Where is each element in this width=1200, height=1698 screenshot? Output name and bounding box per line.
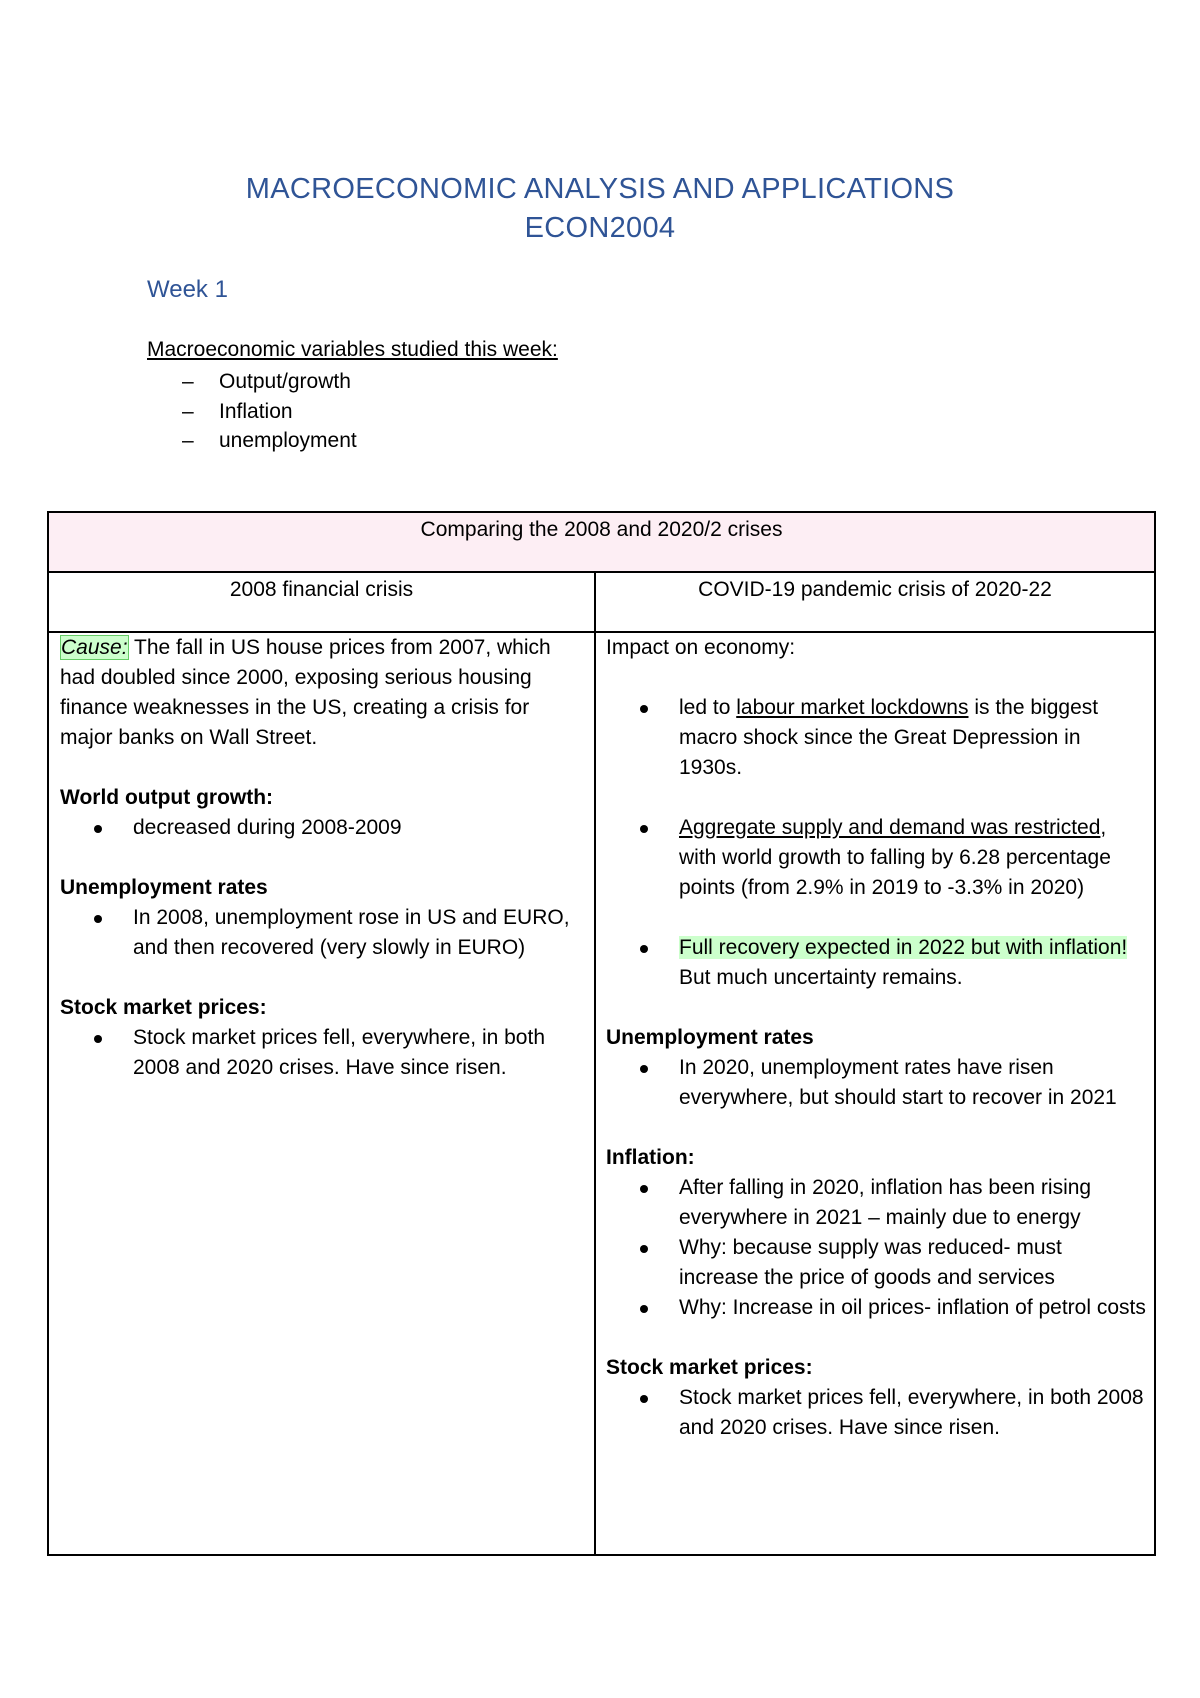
- stock-heading: Stock market prices:: [606, 1356, 813, 1379]
- dash-bullet: –: [182, 429, 194, 452]
- list-item-text: unemployment: [219, 429, 357, 452]
- list-item: Stock market prices fell, everywhere, in both 2008 and 2020 crises. Have since risen.: [60, 1023, 580, 1083]
- unemployment-list: [606, 1053, 1146, 1113]
- list-item: [182, 367, 357, 397]
- list-item: In 2008, unemployment rose in US and EURO, and then recovered (very slowly in EURO): [60, 903, 580, 963]
- week-heading: Week 1: [147, 276, 228, 303]
- dash-bullet: –: [182, 370, 194, 393]
- bullet-icon: [640, 1395, 648, 1403]
- stock-list: [606, 1383, 1146, 1443]
- bullet-icon: [640, 825, 648, 833]
- list-item: [182, 397, 357, 427]
- list-item: After falling in 2020, inflation has been rising everywhere in 2021 – mainly due to energy: [606, 1173, 1146, 1233]
- bullet-icon: [640, 705, 648, 713]
- bullet-icon: [94, 825, 102, 833]
- bullet-icon: [94, 915, 102, 923]
- bullet-icon: [640, 1065, 648, 1073]
- unemployment-heading: Unemployment rates: [60, 876, 268, 899]
- inflation-list: [606, 1173, 1146, 1323]
- list-item-text: Inflation: [219, 399, 293, 423]
- comparison-table: [47, 511, 1156, 1556]
- cause-paragraph: [60, 633, 580, 753]
- bullet-icon: [640, 1305, 648, 1313]
- course-code: ECON2004: [524, 212, 676, 244]
- list-item: Full recovery expected in 2022 but with inflation! But much uncertainty remains.: [606, 933, 1146, 993]
- stock-list: [60, 1023, 580, 1083]
- bullet-icon: [640, 1245, 648, 1253]
- variables-list: [182, 367, 357, 456]
- list-item-text: Output/growth: [219, 370, 351, 393]
- bullet-icon: [640, 1185, 648, 1193]
- list-item: [182, 426, 357, 456]
- output-heading: World output growth:: [60, 786, 274, 809]
- column-header-covid: COVID-19 pandemic crisis of 2020-22: [698, 578, 1052, 601]
- cell-covid: [606, 633, 1146, 1443]
- output-list: [60, 813, 580, 843]
- column-divider: [594, 573, 596, 1554]
- list-item: Why: Increase in oil prices- inflation of petrol costs: [606, 1293, 1146, 1323]
- list-item: decreased during 2008-2009: [60, 813, 580, 843]
- column-headers: [49, 573, 1154, 633]
- impact-heading: Impact on economy:: [606, 636, 796, 659]
- inflation-heading: Inflation:: [606, 1146, 695, 1169]
- document-title: MACROECONOMIC ANALYSIS AND APPLICATIONS: [245, 173, 955, 205]
- list-item: led to labour market lockdowns is the biggest macro shock since the Great Depression in 1930s.: [606, 693, 1146, 783]
- bullet-icon: [640, 945, 648, 953]
- variables-heading: Macroeconomic variables studied this week:: [147, 338, 558, 361]
- column-header-2008: 2008 financial crisis: [229, 578, 414, 601]
- cause-text: The fall in US house prices from 2007, which had doubled since 2000, exposing serious housing finance weaknesses in the US, creating a crisis for major banks on Wall Street.: [60, 636, 551, 749]
- highlighted-text: Full recovery expected in 2022 but with inflation!: [679, 936, 1128, 959]
- cell-2008: [60, 633, 580, 1083]
- unemployment-list: [60, 903, 580, 963]
- dash-bullet: –: [182, 399, 194, 423]
- list-item: Stock market prices fell, everywhere, in both 2008 and 2020 crises. Have since risen.: [606, 1383, 1146, 1443]
- list-item: Why: because supply was reduced- must increase the price of goods and services: [606, 1233, 1146, 1293]
- cause-label: Cause:: [61, 636, 128, 659]
- impact-list: [606, 693, 1146, 993]
- list-item: Aggregate supply and demand was restricted, with world growth to falling by 6.28 percentage points (from 2.9% in 2019 to -3.3% in 2020): [606, 813, 1146, 903]
- list-item: In 2020, unemployment rates have risen everywhere, but should start to recover in 2021: [606, 1053, 1146, 1113]
- unemployment-heading: Unemployment rates: [606, 1026, 814, 1049]
- stock-heading: Stock market prices:: [60, 996, 267, 1019]
- bullet-icon: [94, 1035, 102, 1043]
- table-header: Comparing the 2008 and 2020/2 crises: [49, 513, 1154, 573]
